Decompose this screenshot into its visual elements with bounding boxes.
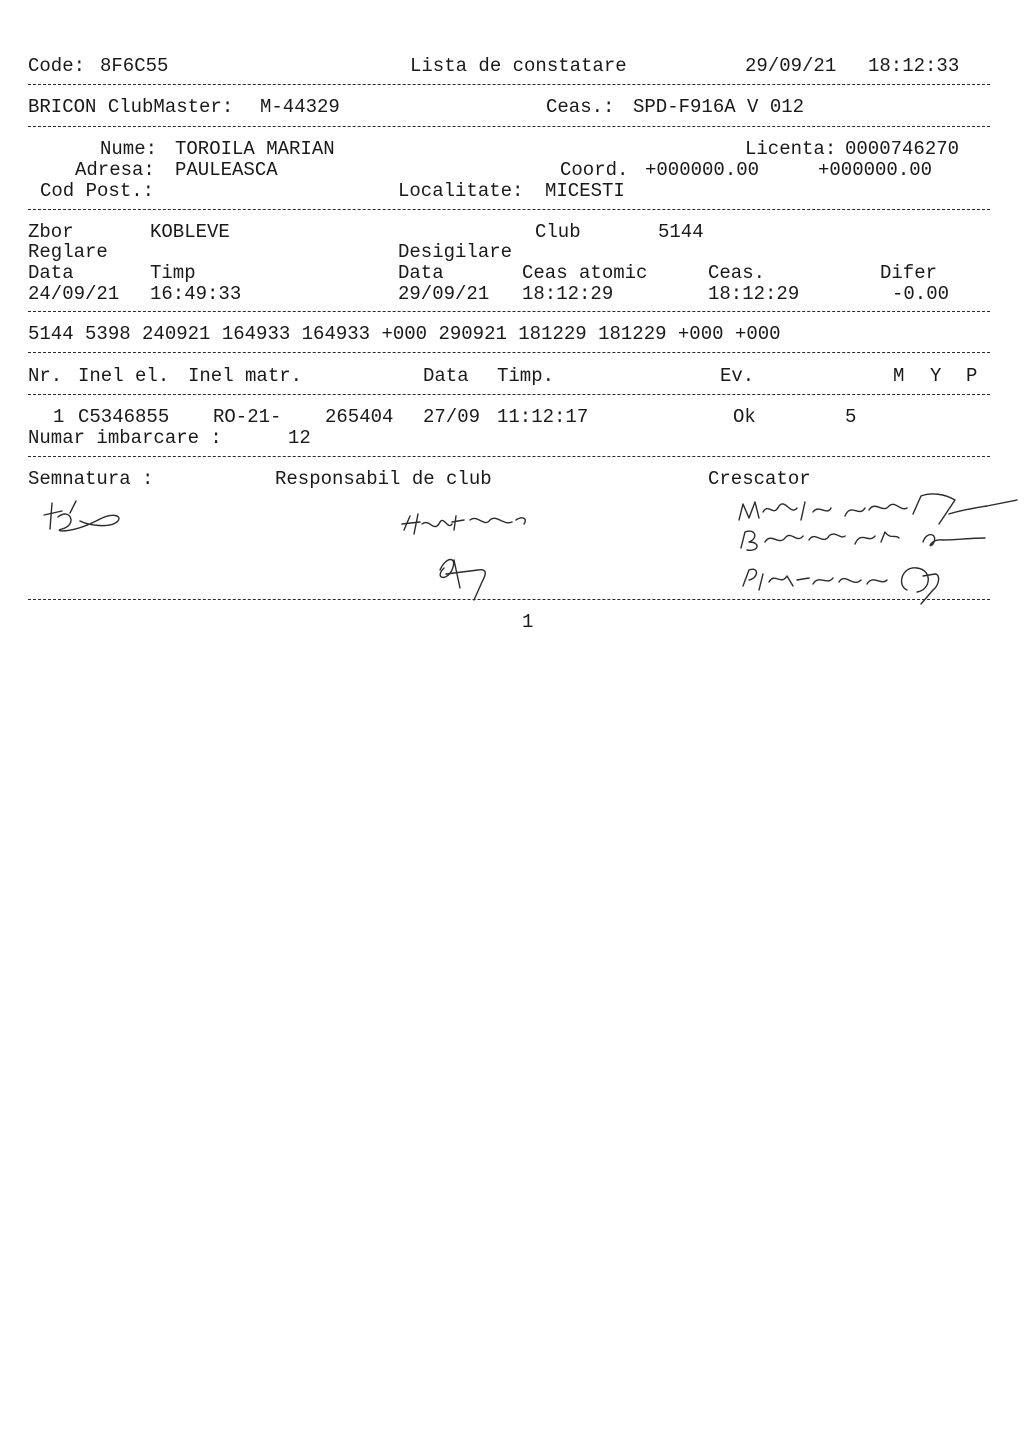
- postal-label: Cod Post.:: [40, 180, 155, 202]
- license-label: Licenta:: [745, 138, 837, 160]
- difference-label: Difer: [880, 262, 938, 284]
- difference-value: -0.00: [892, 283, 950, 305]
- col-ring-registration: Inel matr.: [188, 365, 303, 387]
- row-ring-electronic: C5346855: [78, 406, 170, 428]
- col-ev: Ev.: [720, 365, 755, 387]
- race-label: Zbor: [28, 221, 74, 243]
- row-ring-number: 265404: [325, 406, 394, 428]
- code-label: Code:: [28, 55, 86, 77]
- unseal-date-label: Data: [398, 262, 444, 284]
- page-number: 1: [522, 611, 534, 633]
- clock-time-label: Ceas.: [708, 262, 766, 284]
- clock-label: Ceas.:: [546, 96, 615, 118]
- address-label: Adresa:: [75, 159, 155, 181]
- divider: [28, 311, 990, 312]
- owner-locality: MICESTI: [545, 180, 625, 202]
- set-date-label: Data: [28, 262, 74, 284]
- locality-label: Localitate:: [398, 180, 524, 202]
- row-ev: Ok: [733, 406, 756, 428]
- breeder-label: Crescator: [708, 468, 811, 490]
- handwritten-signature-breeder: [735, 490, 1020, 605]
- handwritten-signature-club: [400, 508, 540, 603]
- col-time: Timp.: [497, 365, 555, 387]
- document-title: Lista de constatare: [410, 55, 627, 77]
- header-time: 18:12:33: [868, 55, 960, 77]
- divider: [28, 599, 990, 600]
- set-label: Reglare: [28, 241, 108, 263]
- atomic-clock-label: Ceas atomic: [522, 262, 648, 284]
- divider: [28, 209, 990, 210]
- set-time: 16:49:33: [150, 283, 242, 305]
- row-ring-prefix: RO-21-: [213, 406, 282, 428]
- col-nr: Nr.: [28, 365, 63, 387]
- owner-name: TOROILA MARIAN: [175, 138, 335, 160]
- coord-label: Coord.: [560, 159, 629, 181]
- clock-time: 18:12:29: [708, 283, 800, 305]
- row-date: 27/09: [423, 406, 481, 428]
- handwritten-signature-owner: [40, 495, 140, 545]
- set-time-label: Timp: [150, 262, 196, 284]
- code-value: 8F6C55: [100, 55, 169, 77]
- clock-model: SPD-F916A V 012: [633, 96, 805, 118]
- row-time: 11:12:17: [497, 406, 589, 428]
- system-serial: M-44329: [260, 96, 340, 118]
- license-number: 0000746270: [845, 138, 960, 160]
- set-date: 24/09/21: [28, 283, 120, 305]
- col-p: P: [966, 365, 978, 387]
- coord-x: +000000.00: [645, 159, 760, 181]
- signature-label: Semnatura :: [28, 468, 154, 490]
- divider: [28, 126, 990, 127]
- col-date: Data: [423, 365, 469, 387]
- header-date: 29/09/21: [745, 55, 837, 77]
- divider: [28, 456, 990, 457]
- club-number: 5144: [658, 221, 704, 243]
- divider: [28, 394, 990, 395]
- col-m: M: [893, 365, 905, 387]
- club-label: Club: [535, 221, 581, 243]
- col-y: Y: [930, 365, 942, 387]
- name-label: Nume:: [100, 138, 158, 160]
- row-nr: 1: [53, 406, 65, 428]
- boarding-label: Numar imbarcare :: [28, 427, 222, 449]
- race-name: KOBLEVE: [150, 221, 230, 243]
- club-responsible-label: Responsabil de club: [275, 468, 492, 490]
- coord-y: +000000.00: [818, 159, 933, 181]
- check-code-line: 5144 5398 240921 164933 164933 +000 290921 181229 181229 +000 +000: [28, 323, 781, 345]
- row-y: 5: [845, 406, 857, 428]
- divider: [28, 84, 990, 85]
- system-brand: BRICON ClubMaster:: [28, 96, 234, 118]
- col-ring-electronic: Inel el.: [78, 365, 170, 387]
- boarding-count: 12: [288, 427, 311, 449]
- unseal-date: 29/09/21: [398, 283, 490, 305]
- atomic-time: 18:12:29: [522, 283, 614, 305]
- owner-address: PAULEASCA: [175, 159, 278, 181]
- unseal-label: Desigilare: [398, 241, 513, 263]
- divider: [28, 352, 990, 353]
